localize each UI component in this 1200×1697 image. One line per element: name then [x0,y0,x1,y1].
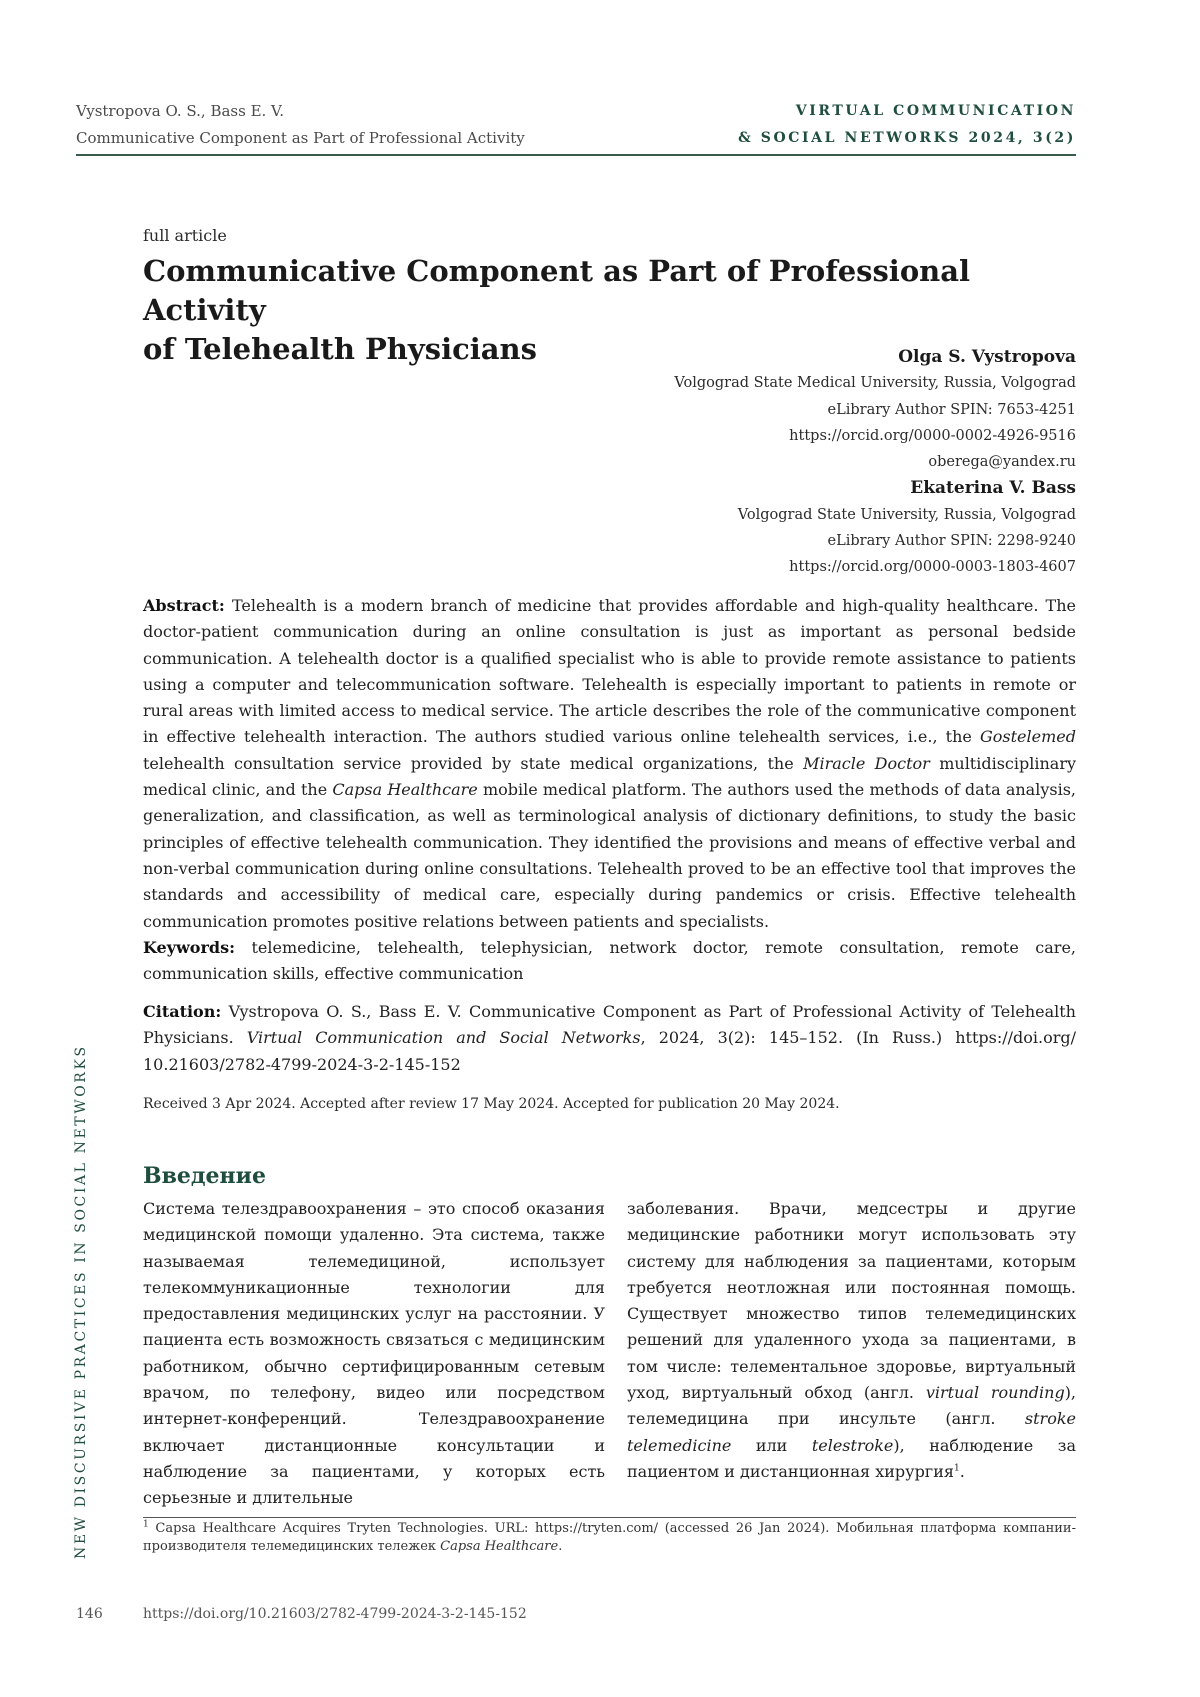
abstract-italic: Gostelemed [980,727,1076,747]
journal-name [738,98,1076,152]
intro-text: ), телемедицина при инсульте (англ. [627,1383,1077,1429]
author-name: Ekaterina V. Bass [910,478,1076,499]
author-orcid-link[interactable]: https://orcid.org/0000-0003-1803-4607 [789,559,1076,576]
footnote-text: Capsa Healthcare Acquires Tryten Technologies. URL: https://tryten.com/ (accessed 26 Jan 2024). Мобильная платформа компании-производителя телемедицинских тележек [143,1521,1076,1554]
keywords-text: telemedicine, telehealth, telephysician, network doctor, remote consultation, remote care, communication skills, effective communication [143,937,1076,984]
citation-journal: Virtual Communication and Social Networks [246,1028,641,1048]
citation-text: , 2024, 3(2): 145–152. (In Russ.) https://doi.org/ 10.21603/2782-4799-2024-3-2-145-152 [143,1028,1076,1074]
intro-text: заболевания. Врачи, медсестры и другие медицинские работники могут использовать эту систему для наблюдения за пациентами, которым требуется неотложная или постоянная помощь. Существует множество типов телемедицинских решений для удаленного ухода за пациентами, в том числе: телементальное здоровье, виртуальный уход, виртуальный обход (англ. [627,1199,1076,1403]
footnote [143,1520,1076,1556]
intro-italic: telestroke [811,1435,894,1455]
journal-line-1: VIRTUAL COMMUNICATION [795,103,1076,119]
intro-text: . [959,1461,965,1481]
abstract-italic: Capsa Healthcare [332,780,478,800]
abstract-text: mobile medical platform. The authors used the methods of data analysis, generalization, and classification, as well as terminological analysis of dictionary definitions, to study the basic principles of effective telehealth communication. They identified the provisions and means of effective verbal and non-verbal communication during online consultations. Telehealth proved to be an effective tool that improves the standards and accessibility of medical care, especially during pandemics or crisis. Effective telehealth communication promotes positive relations between patients and specialists. [143,780,1076,931]
footnote-italic: Capsa Healthcare [440,1539,559,1554]
author-spin: eLibrary Author SPIN: 2298-9240 [827,533,1076,550]
article-type: full article [143,226,227,245]
author-email-link[interactable]: oberega@yandex.ru [928,454,1076,471]
abstract-italic: Miracle Doctor [803,753,930,773]
footnote-divider [143,1517,1076,1518]
author-spin: eLibrary Author SPIN: 7653-4251 [827,401,1076,418]
intro-italic: virtual rounding [925,1383,1065,1403]
running-header-left [76,98,525,152]
author-orcid-link[interactable]: https://orcid.org/0000-0002-4926-9516 [789,427,1076,444]
title-line-1: Communicative Component as Part of Professional Activity [143,254,971,327]
header-authors: Vystropova O. S., Bass E. V. [76,102,285,120]
citation-text: Vystropova O. S., Bass E. V. Communicative Component as Part of Professional Activity of Telehealth Physicians. [143,1002,1076,1048]
keywords-paragraph [143,935,1076,988]
abstract-text: telehealth consultation service provided by state medical organizations, the [143,753,804,773]
author-affiliation: Volgograd State Medical University, Russia, Volgograd [674,375,1076,392]
abstract-label: Abstract: [143,596,225,615]
author-block [674,344,1076,581]
citation-section [143,999,1076,1078]
abstract-text: Telehealth is a modern branch of medicine that provides affordable and high-quality healthcare. The doctor-patient communication during an online consultation is just as important as personal bedside communication. A telehealth doctor is a qualified specialist who is able to provide remote assistance to patients using a computer and telecommunication software. Telehealth is especially important to patients in remote or rural areas with limited access to medical service. The article describes the role of the communicative component in effective telehealth interaction. The authors studied various online telehealth services, i.e., the [143,596,1076,747]
header-short-title: Communicative Component as Part of Professional Activity [76,129,525,147]
abstract-text: multidisciplinary medical clinic, and the [143,753,1077,800]
page-number: 146 [76,1606,103,1622]
author-affiliation: Volgograd State University, Russia, Volgograd [737,506,1076,523]
journal-line-2: & SOCIAL NETWORKS 2024, 3(2) [738,130,1076,146]
intro-text: или [731,1435,812,1455]
received-dates: Received 3 Apr 2024. Accepted after review 17 May 2024. Accepted for publication 20 May 2024. [143,1096,840,1112]
footer-doi-link[interactable]: https://doi.org/10.21603/2782-4799-2024-3-2-145-152 [143,1606,527,1622]
footnote-text: . [558,1539,563,1554]
citation-label: Citation: [143,1002,222,1021]
abstract-paragraph [143,593,1076,935]
abstract-section [143,593,1076,987]
intro-column-left: Система телездравоохранения – это способ оказания медицинской помощи удаленно. Эта система, также называемая телемедициной, использует телекоммуникационные технологии для предоставления медицинских услуг на расстоянии. У пациента есть возможность связаться с медицинским работником, обычно сертифицированным сетевым врачом, по телефону, видео или посредством интернет-конференций. Телездравоохранение включает дистанционные консультации и наблюдение за пациентами, у которых есть серьезные и длительные [143,1199,605,1508]
author-name: Olga S. Vystropova [898,347,1076,367]
title-line-2: of Telehealth Physicians [143,332,537,366]
intro-italic: stroke telemedicine [627,1409,1076,1455]
side-section-title: NEW DISCURSIVE PRACTICES IN SOCIAL NETWORKS [73,1044,89,1559]
footnote-mark: 1 [143,1519,149,1530]
keywords-label: Keywords: [143,937,236,957]
intro-text: ), наблюдение за пациентом и дистанционная хирургия [627,1435,1076,1481]
section-heading: Введение [143,1163,266,1189]
header-divider [76,154,1076,156]
intro-column-right [627,1196,1076,1485]
footnote-ref[interactable]: 1 [953,1463,960,1474]
